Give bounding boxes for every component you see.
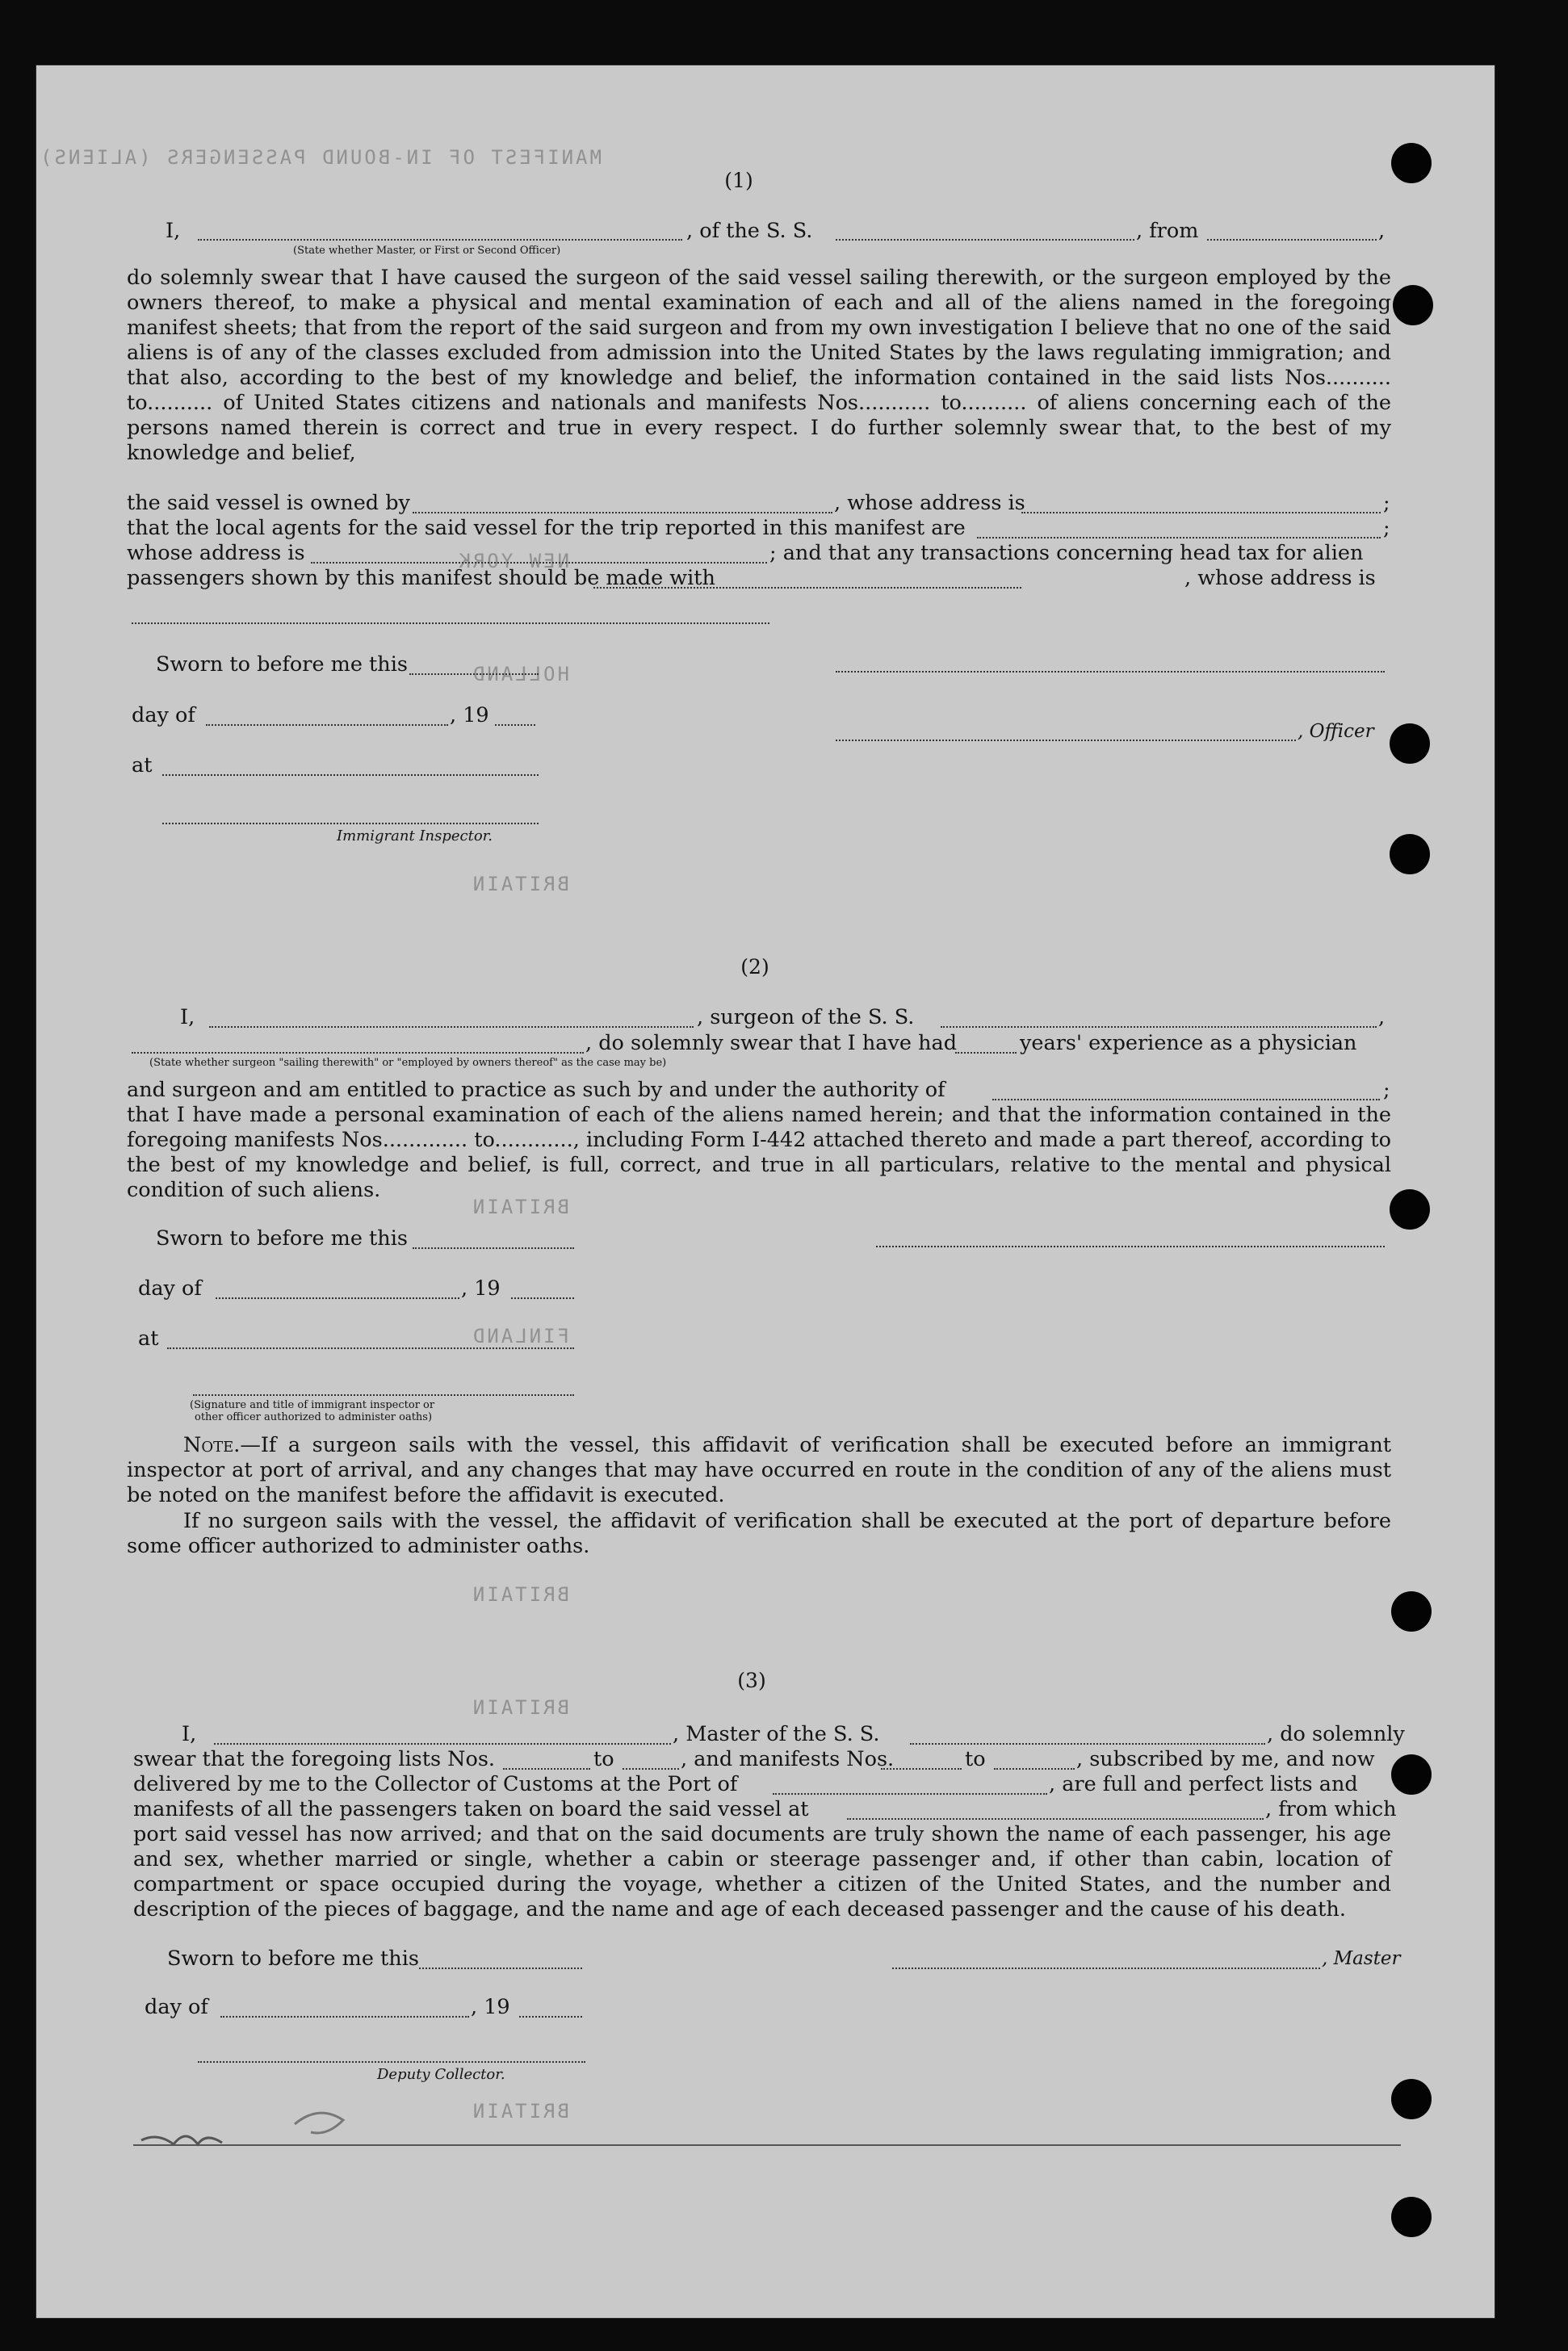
- s1-from-field[interactable]: [1207, 239, 1377, 241]
- s1-vessel-label: , of the S. S.: [686, 219, 813, 243]
- s1-owned-label: the said vessel is owned by: [127, 491, 410, 515]
- s2-sig-caption-1: (Signature and title of immigrant inspector or: [190, 1399, 435, 1411]
- s1-inspector-label: Immigrant Inspector.: [337, 828, 493, 844]
- s1-passengers-label: passengers shown by this manifest should be made with: [127, 566, 715, 590]
- s1-agents-end: ;: [1383, 516, 1390, 540]
- s3-master-field[interactable]: [892, 1968, 1320, 1969]
- s2-authority-end: ;: [1383, 1078, 1390, 1102]
- punch-hole: [1390, 1189, 1430, 1230]
- s2-note2: If no surgeon sails with the vessel, the affidavit of verification shall be executed at the port of departure before some officer authorized to administer oaths.: [127, 1509, 1391, 1558]
- s2-sworn-field[interactable]: [413, 1247, 574, 1249]
- s3-manifests-of-label: manifests of all the passengers taken on board the said vessel at: [133, 1797, 809, 1821]
- s3-port-field[interactable]: [773, 1793, 1047, 1795]
- s3-deputy-label: Deputy Collector.: [377, 2066, 505, 2083]
- s1-year-label: , 19: [450, 703, 489, 727]
- s1-day-label: day of: [132, 703, 195, 727]
- punch-hole: [1390, 723, 1430, 764]
- s1-vessel-field[interactable]: [836, 239, 1134, 241]
- s3-lists-to-field[interactable]: [623, 1768, 679, 1770]
- s2-authority-label: and surgeon and am entitled to practice as such by and under the authority of: [127, 1078, 945, 1102]
- s1-officer-field[interactable]: [836, 740, 1296, 741]
- s3-embark-field[interactable]: [847, 1818, 1264, 1820]
- s1-headtax-field[interactable]: [593, 587, 1021, 589]
- s1-sworn-field[interactable]: [409, 673, 539, 675]
- s2-body: that I have made a personal examination of each of the aliens named herein; and that the information contained in the foregoing manifests Nos............. to............, including Form I-442 attached thereto and made a part thereof, according to the best of my knowledge and belief, is full, correct, and true in all particulars, relative to the mental and physical condition of such aliens.: [127, 1103, 1391, 1202]
- s3-manifests-label: , and manifests Nos.: [681, 1747, 895, 1771]
- s2-years-field[interactable]: [955, 1052, 1017, 1054]
- s1-inspector-field[interactable]: [162, 823, 539, 824]
- punch-hole: [1391, 2079, 1432, 2119]
- s1-agents-address-field[interactable]: [311, 562, 767, 564]
- s1-owner-address-label: , whose address is: [834, 491, 1025, 515]
- s2-surgeon-label: , surgeon of the S. S.: [697, 1005, 915, 1029]
- section-3-number: (3): [737, 1669, 766, 1692]
- manifest-back-page: MANIFEST OF IN-BOUND PASSENGERS (ALIENS) NEW YORK HOLLAND BRITAIN BRITAIN FINLAND BRITAIN BRITAIN BRITAIN (1) I, , of the S. S. , from , (State whether Master, or First or Second Officer) do solemnly swear that I have caused the surgeon of the said vessel sailing therewith, or the surgeon employed by the owners thereof, to make a physical and mental examination of each and all of the aliens named in the foregoing manifest sheets; that from the report of the said surgeon and from my own investigation I believe that no one of the said aliens is of any of the classes excluded from admission into the United States by the laws regulating immigration; and that also, according to the best of my knowledge and belief, the information contained in the said lists Nos.......... to.......... of United States citizens and nationals and manifests Nos........... to.......... of aliens concerning each of the persons named therein is correct and true in every respect. I do further solemnly swear that, to the best of my knowledge and belief, the said vessel is owned by , whose address is ; that the local agents for the said vessel for the trip reported in this manifest are ; whose address is ; and that any transactions concerning head tax for alien passengers shown by this manifest should be made with , whose address is Sworn to before me this day of , 19 , Officer at Immigrant Inspector. (2) I, , surgeon of the S. S. , , do solemnly swear that I have had years' experience as a physician (State whether surgeon "sailing therewith" or "employed by owners thereof" as the case may be) and surgeon and am entitled to practice as such by and under the authority of ; that I have made a personal examination of each of the aliens named herein; and that the information contained in the foregoing manifests Nos............. to............, including Form I-442 attached thereto and made a part thereof, according to the best of my knowledge and belief, is full, correct, and true in all particulars, relative to the mental and physical condition of such aliens. Sworn to before me this day of , 19 at (Signature and title of immigrant inspector or other officer authorized to administer oaths) Note.—If a surgeon sails with the vessel, this affidavit of verification shall be executed before an immigrant inspector at port of arrival, and any changes that may have occurred en route in the condition of any of the aliens must be noted on the manifest before the affidavit is executed. If no surgeon sails with the vessel, the affidavit of verification shall be executed at the port of departure before some officer authorized to administer oaths. (3) I, , Master of the S. S. , do solemnly swear that the foregoing lists Nos. to , and manifests Nos. to , subscribed by me, and now delivered by me to the Collector of Customs at the Port of , are full and perfect lists and manifests of all the passengers taken on board the said vessel at , from which port said vessel has now arrived; and that on the said documents are truly shown the name of each passenger, his age and sex, whether married or single, whether a cabin or steerage passenger and, if other than cabin, location of compartment or space occupied during the voyage, whether a citizen of the United States, and the number and description of the pieces of baggage, and the name and age of each deceased passenger and the cause of his death. Sworn to before me this , Master day of , 19 Deputy Collector.: [36, 65, 1495, 2319]
- s1-year-field[interactable]: [495, 724, 535, 726]
- s2-year-field[interactable]: [511, 1297, 574, 1299]
- s1-sworn-label: Sworn to before me this: [156, 652, 408, 677]
- s1-comma: ,: [1378, 219, 1386, 243]
- s1-semicolon: ;: [1383, 491, 1390, 515]
- s3-to-label-2: to: [965, 1747, 986, 1771]
- punch-hole: [1391, 143, 1432, 183]
- s2-day-label: day of: [138, 1276, 202, 1301]
- s1-i-label: I,: [166, 219, 181, 243]
- s2-name-field[interactable]: [209, 1026, 694, 1028]
- s3-deputy-field[interactable]: [198, 2061, 585, 2063]
- s3-lists-label: swear that the foregoing lists Nos.: [133, 1747, 496, 1771]
- section-2-number: (2): [740, 955, 769, 979]
- punch-hole: [1391, 2197, 1432, 2237]
- punch-hole: [1390, 834, 1430, 874]
- s1-address-label: whose address is: [127, 541, 305, 565]
- s1-at-label: at: [132, 753, 153, 777]
- punch-hole: [1391, 1591, 1432, 1632]
- s2-at-label: at: [138, 1326, 159, 1351]
- s1-agents-field[interactable]: [977, 537, 1381, 539]
- handwritten-mark: [133, 2100, 408, 2156]
- s1-owner-field[interactable]: [413, 512, 832, 513]
- s1-officer-label: , Officer: [1298, 721, 1374, 742]
- s2-day-field[interactable]: [216, 1297, 459, 1299]
- s3-body: port said vessel has now arrived; and that on the said documents are truly shown the name of each passenger, his age and sex, whether married or single, whether a cabin or steerage passenger and, if other than cabin, location of compartment or space occupied during the voyage, whether a citizen of the United States, and the number and description of the pieces of baggage, and the name and age of each deceased passenger and the cause of his death.: [133, 1822, 1391, 1921]
- punch-hole: [1393, 285, 1433, 325]
- s2-sworn-label: Sworn to before me this: [156, 1226, 408, 1251]
- s2-swear-label: , do solemnly swear that I have had: [585, 1031, 958, 1055]
- s1-owner-address-field[interactable]: [1021, 512, 1381, 513]
- s2-note-label: Note.: [183, 1433, 241, 1457]
- s3-day-field[interactable]: [220, 2016, 469, 2018]
- s3-i-label: I,: [182, 1722, 197, 1746]
- s3-year-label: , 19: [471, 1995, 510, 2019]
- s1-whose-address: , whose address is: [1184, 566, 1376, 590]
- s2-comma: ,: [1378, 1005, 1386, 1029]
- s3-name-field[interactable]: [214, 1743, 671, 1745]
- s2-signature-field[interactable]: [876, 1246, 1385, 1247]
- s3-master-of-label: , Master of the S. S.: [673, 1722, 880, 1746]
- s1-signature-field[interactable]: [836, 671, 1385, 673]
- s1-headtax-label: ; and that any transactions concerning head tax for alien: [769, 541, 1364, 565]
- s1-body: do solemnly swear that I have caused the surgeon of the said vessel sailing therewith, or the surgeon employed by the owners thereof, to make a physical and mental examination of each and all of the aliens named in the foregoing manifest sheets; that from the report of the said surgeon and from my own investigation I believe that no one of the said aliens is of any of the classes excluded from admission into the United States by the laws regulating immigration; and that also, according to the best of my knowledge and belief, the information contained in the said lists Nos.......... to.......... of United States citizens and nationals and manifests Nos........... to.......... of aliens concerning each of the persons named therein is correct and true in every respect. I do further solemnly swear that, to the best of my knowledge and belief,: [127, 266, 1391, 465]
- s3-master-label: , Master: [1322, 1948, 1401, 1969]
- s2-sig-caption-2: other officer authorized to administer oaths): [195, 1411, 433, 1423]
- s1-address-continuation[interactable]: [132, 622, 769, 624]
- s2-years-label: years' experience as a physician: [1020, 1031, 1357, 1055]
- s2-note: [127, 1433, 1391, 1508]
- s2-at-field[interactable]: [167, 1347, 574, 1349]
- s3-year-field[interactable]: [519, 2016, 582, 2018]
- s1-agents-label: that the local agents for the said vessel for the trip reported in this manifest are: [127, 516, 966, 540]
- s3-sworn-field[interactable]: [419, 1968, 582, 1969]
- s1-from-label: , from: [1136, 219, 1199, 243]
- s3-vessel-field[interactable]: [910, 1743, 1265, 1745]
- s2-inspector-field[interactable]: [193, 1394, 574, 1396]
- s3-manifests-to-field[interactable]: [994, 1768, 1075, 1770]
- s2-i-label: I,: [180, 1005, 195, 1029]
- s1-day-field[interactable]: [206, 724, 448, 726]
- section-1-number: (1): [724, 169, 753, 192]
- s3-sworn-label: Sworn to before me this: [167, 1947, 419, 1971]
- s2-caption: (State whether surgeon "sailing therewith" or "employed by owners thereof" as the case may be): [149, 1057, 667, 1069]
- s3-manifests-from-field[interactable]: [881, 1768, 962, 1770]
- s3-delivered-label: delivered by me to the Collector of Customs at the Port of: [133, 1772, 738, 1796]
- s1-at-field[interactable]: [162, 774, 539, 776]
- s1-caption: (State whether Master, or First or Second Officer): [293, 245, 561, 257]
- s2-authority-field[interactable]: [992, 1099, 1380, 1100]
- s2-capacity-field[interactable]: [132, 1052, 584, 1054]
- s3-full-label: , are full and perfect lists and: [1049, 1772, 1358, 1796]
- s3-to-label-1: to: [593, 1747, 614, 1771]
- s3-day-label: day of: [145, 1995, 208, 2019]
- s3-subscribed-label: , subscribed by me, and now: [1076, 1747, 1375, 1771]
- s2-vessel-field[interactable]: [941, 1026, 1377, 1028]
- s3-lists-from-field[interactable]: [503, 1768, 590, 1770]
- s3-from-which-label: , from which: [1265, 1797, 1397, 1821]
- s2-note-text: —If a surgeon sails with the vessel, this affidavit of verification shall be executed before an immigrant inspector at port of arrival, and any changes that may have occurred en route in the condition of any of the aliens must be noted on the manifest before the affidavit is executed.: [127, 1433, 1391, 1507]
- punch-hole: [1391, 1754, 1432, 1795]
- s1-name-field[interactable]: [198, 239, 682, 241]
- s2-year-label: , 19: [461, 1276, 501, 1301]
- s3-solemnly-label: , do solemnly: [1267, 1722, 1405, 1746]
